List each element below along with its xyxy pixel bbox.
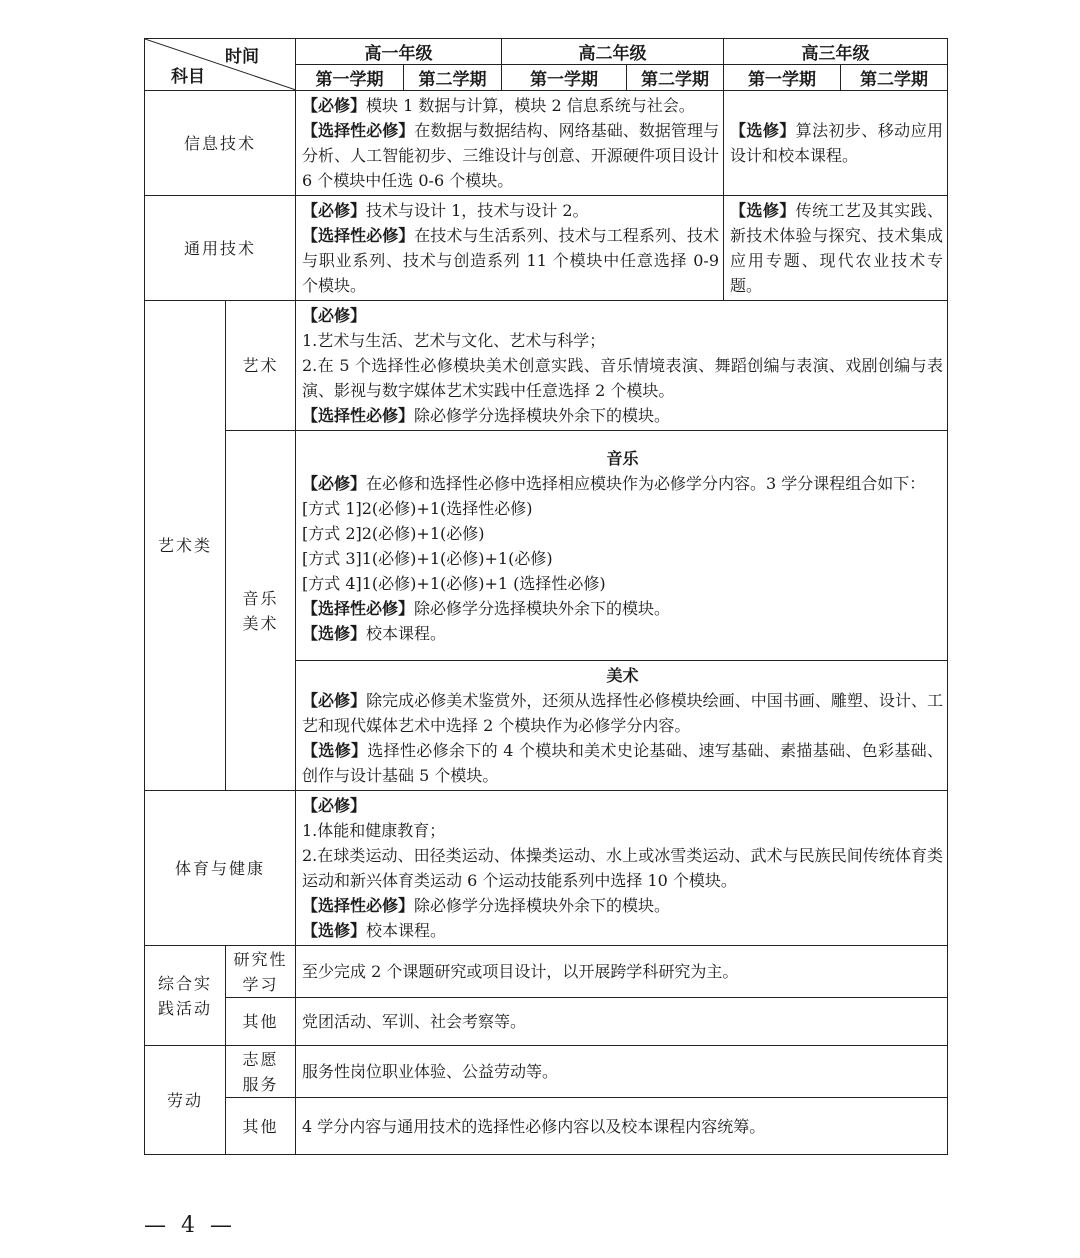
subject-name-line: 学习	[242, 974, 279, 994]
group-labor: 劳动	[145, 1046, 226, 1155]
grade-2-header: 高二年级	[502, 39, 724, 65]
group-arts: 艺术类	[145, 301, 226, 791]
subject-info-tech: 信息技术	[145, 91, 296, 196]
content-text: 技术与设计 1，技术与设计 2。	[366, 201, 589, 220]
term-header: 第二学期	[627, 65, 724, 91]
subject-practice-other: 其他	[226, 998, 296, 1046]
tag-elective-required: 【选择性必修】	[302, 406, 415, 425]
row-volunteer	[145, 1046, 948, 1098]
subject-labor-other: 其他	[226, 1098, 296, 1155]
term-header: 第二学期	[841, 65, 948, 91]
info-tech-elective-content	[724, 91, 948, 196]
row-research	[145, 946, 948, 998]
row-pe	[145, 791, 948, 946]
subject-research	[226, 946, 296, 998]
group-practice	[145, 946, 226, 1046]
tag-required: 【必修】	[302, 201, 367, 220]
term-header: 第二学期	[404, 65, 502, 91]
art-content	[296, 301, 948, 431]
content-text: [方式 2]2(必修)+1(必修)	[302, 523, 485, 543]
term-header: 第一学期	[296, 65, 404, 91]
tag-elective-required: 【选择性必修】	[302, 896, 415, 915]
subject-name-line: 服务	[242, 1074, 279, 1094]
volunteer-content: 服务性岗位职业体验、公益劳动等。	[296, 1046, 948, 1098]
content-text: 传统工艺及其实践、新技术体验与探究、技术集成应用专题、现代农业技术专题。	[730, 201, 943, 295]
content-text: 校本课程。	[366, 623, 447, 643]
content-text: 除必修学分选择模块外余下的模块。	[414, 598, 671, 618]
content-text: 在必修和选择性必修中选择相应模块作为必修学分内容。3 学分课程组合如下：	[366, 473, 926, 493]
row-art	[145, 301, 948, 431]
subject-general-tech: 通用技术	[145, 196, 296, 301]
labor-other-content: 4 学分内容与通用技术的选择性必修内容以及校本课程内容统筹。	[296, 1098, 948, 1155]
header-time-label: 时间	[225, 47, 259, 67]
tag-elective: 【选修】	[302, 921, 367, 940]
content-text: 算法初步、移动应用设计和校本课程。	[730, 121, 943, 165]
info-tech-required-content	[296, 91, 724, 196]
term-header: 第一学期	[502, 65, 627, 91]
subject-music-art	[226, 431, 296, 791]
tag-required: 【必修】	[302, 473, 367, 493]
subject-name-line: 音乐	[242, 588, 279, 608]
content-text: [方式 3]1(必修)+1(必修)+1(必修)	[302, 548, 553, 568]
content-text: 1.体能和健康教育；	[302, 821, 446, 840]
tag-elective: 【选修】	[730, 201, 796, 220]
content-text: 2.在球类运动、田径类运动、体操类运动、水上或冰雪类运动、武术与民族民间传统体育类运动和新兴体育类运动 6 个运动技能系列中选择 10 个模块。	[302, 846, 943, 890]
diagonal-line	[145, 39, 296, 90]
page-number: — 4 —	[144, 1213, 236, 1238]
tag-elective: 【选修】	[302, 741, 368, 760]
header-row-grades	[145, 39, 948, 65]
tag-elective: 【选修】	[302, 623, 367, 643]
tag-required: 【必修】	[302, 796, 367, 815]
content-text: 2.在 5 个选择性必修模块美术创意实践、音乐情境表演、舞蹈创编与表演、戏剧创编与表演、影视与数字媒体艺术实践中任意选择 2 个模块。	[302, 356, 943, 400]
pe-content	[296, 791, 948, 946]
content-text: 在技术与生活系列、技术与工程系列、技术与职业系列、技术与创造系列 11 个模块中任意选择 0-9 个模块。	[302, 226, 719, 295]
subject-name-line: 研究性	[233, 949, 288, 969]
tag-elective: 【选修】	[730, 121, 796, 140]
music-title: 音乐	[606, 448, 639, 468]
row-practice-other	[145, 998, 948, 1046]
group-name-line: 践活动	[157, 998, 212, 1018]
row-labor-other	[145, 1098, 948, 1155]
course-table	[144, 38, 948, 1155]
content-text: 除完成必修美术鉴赏外，还须从选择性必修模块绘画、中国书画、雕塑、设计、工艺和现代媒体艺术中选择 2 个模块作为必修学分内容。	[302, 691, 943, 735]
research-content: 至少完成 2 个课题研究或项目设计，以开展跨学科研究为主。	[296, 946, 948, 998]
content-text: 模块 1 数据与计算，模块 2 信息系统与社会。	[366, 96, 695, 115]
tag-required: 【必修】	[302, 96, 367, 115]
term-header: 第一学期	[724, 65, 841, 91]
tag-required: 【必修】	[302, 306, 367, 325]
row-info-tech	[145, 91, 948, 196]
content-text: 1.艺术与生活、艺术与文化、艺术与科学；	[302, 331, 606, 350]
content-text: 校本课程。	[366, 921, 447, 940]
tag-elective-required: 【选择性必修】	[302, 598, 415, 618]
content-text: [方式 1]2(必修)+1(选择性必修)	[302, 498, 533, 518]
content-text: 在数据与数据结构、网络基础、数据管理与分析、人工智能初步、三维设计与创意、开源硬件项目设计 6 个模块中任选 0-6 个模块。	[302, 121, 719, 190]
content-text: 除必修学分选择模块外余下的模块。	[414, 406, 671, 425]
subject-name-line: 志愿	[242, 1049, 279, 1069]
fine-art-content	[296, 661, 948, 791]
content-text: 选择性必修余下的 4 个模块和美术史论基础、速写基础、素描基础、色彩基础、创作与设计基础 5 个模块。	[302, 741, 943, 785]
subject-volunteer	[226, 1046, 296, 1098]
content-text: [方式 4]1(必修)+1(必修)+1 (选择性必修)	[302, 573, 606, 593]
grade-1-header: 高一年级	[296, 39, 502, 65]
fine-art-title: 美术	[606, 666, 639, 685]
subject-art: 艺术	[226, 301, 296, 431]
tag-elective-required: 【选择性必修】	[302, 121, 415, 140]
grade-3-header: 高三年级	[724, 39, 948, 65]
subject-pe: 体育与健康	[145, 791, 296, 946]
tag-required: 【必修】	[302, 691, 367, 710]
tag-elective-required: 【选择性必修】	[302, 226, 415, 245]
music-content	[296, 431, 948, 661]
general-tech-required-content	[296, 196, 724, 301]
general-tech-elective-content	[724, 196, 948, 301]
header-subject-label: 科目	[171, 67, 205, 87]
subject-name-line: 美术	[242, 613, 279, 633]
row-general-tech	[145, 196, 948, 301]
row-music	[145, 431, 948, 661]
practice-other-content: 党团活动、军训、社会考察等。	[296, 998, 948, 1046]
content-text: 除必修学分选择模块外余下的模块。	[414, 896, 671, 915]
group-name-line: 综合实	[157, 973, 212, 993]
header-corner-cell	[145, 39, 296, 91]
